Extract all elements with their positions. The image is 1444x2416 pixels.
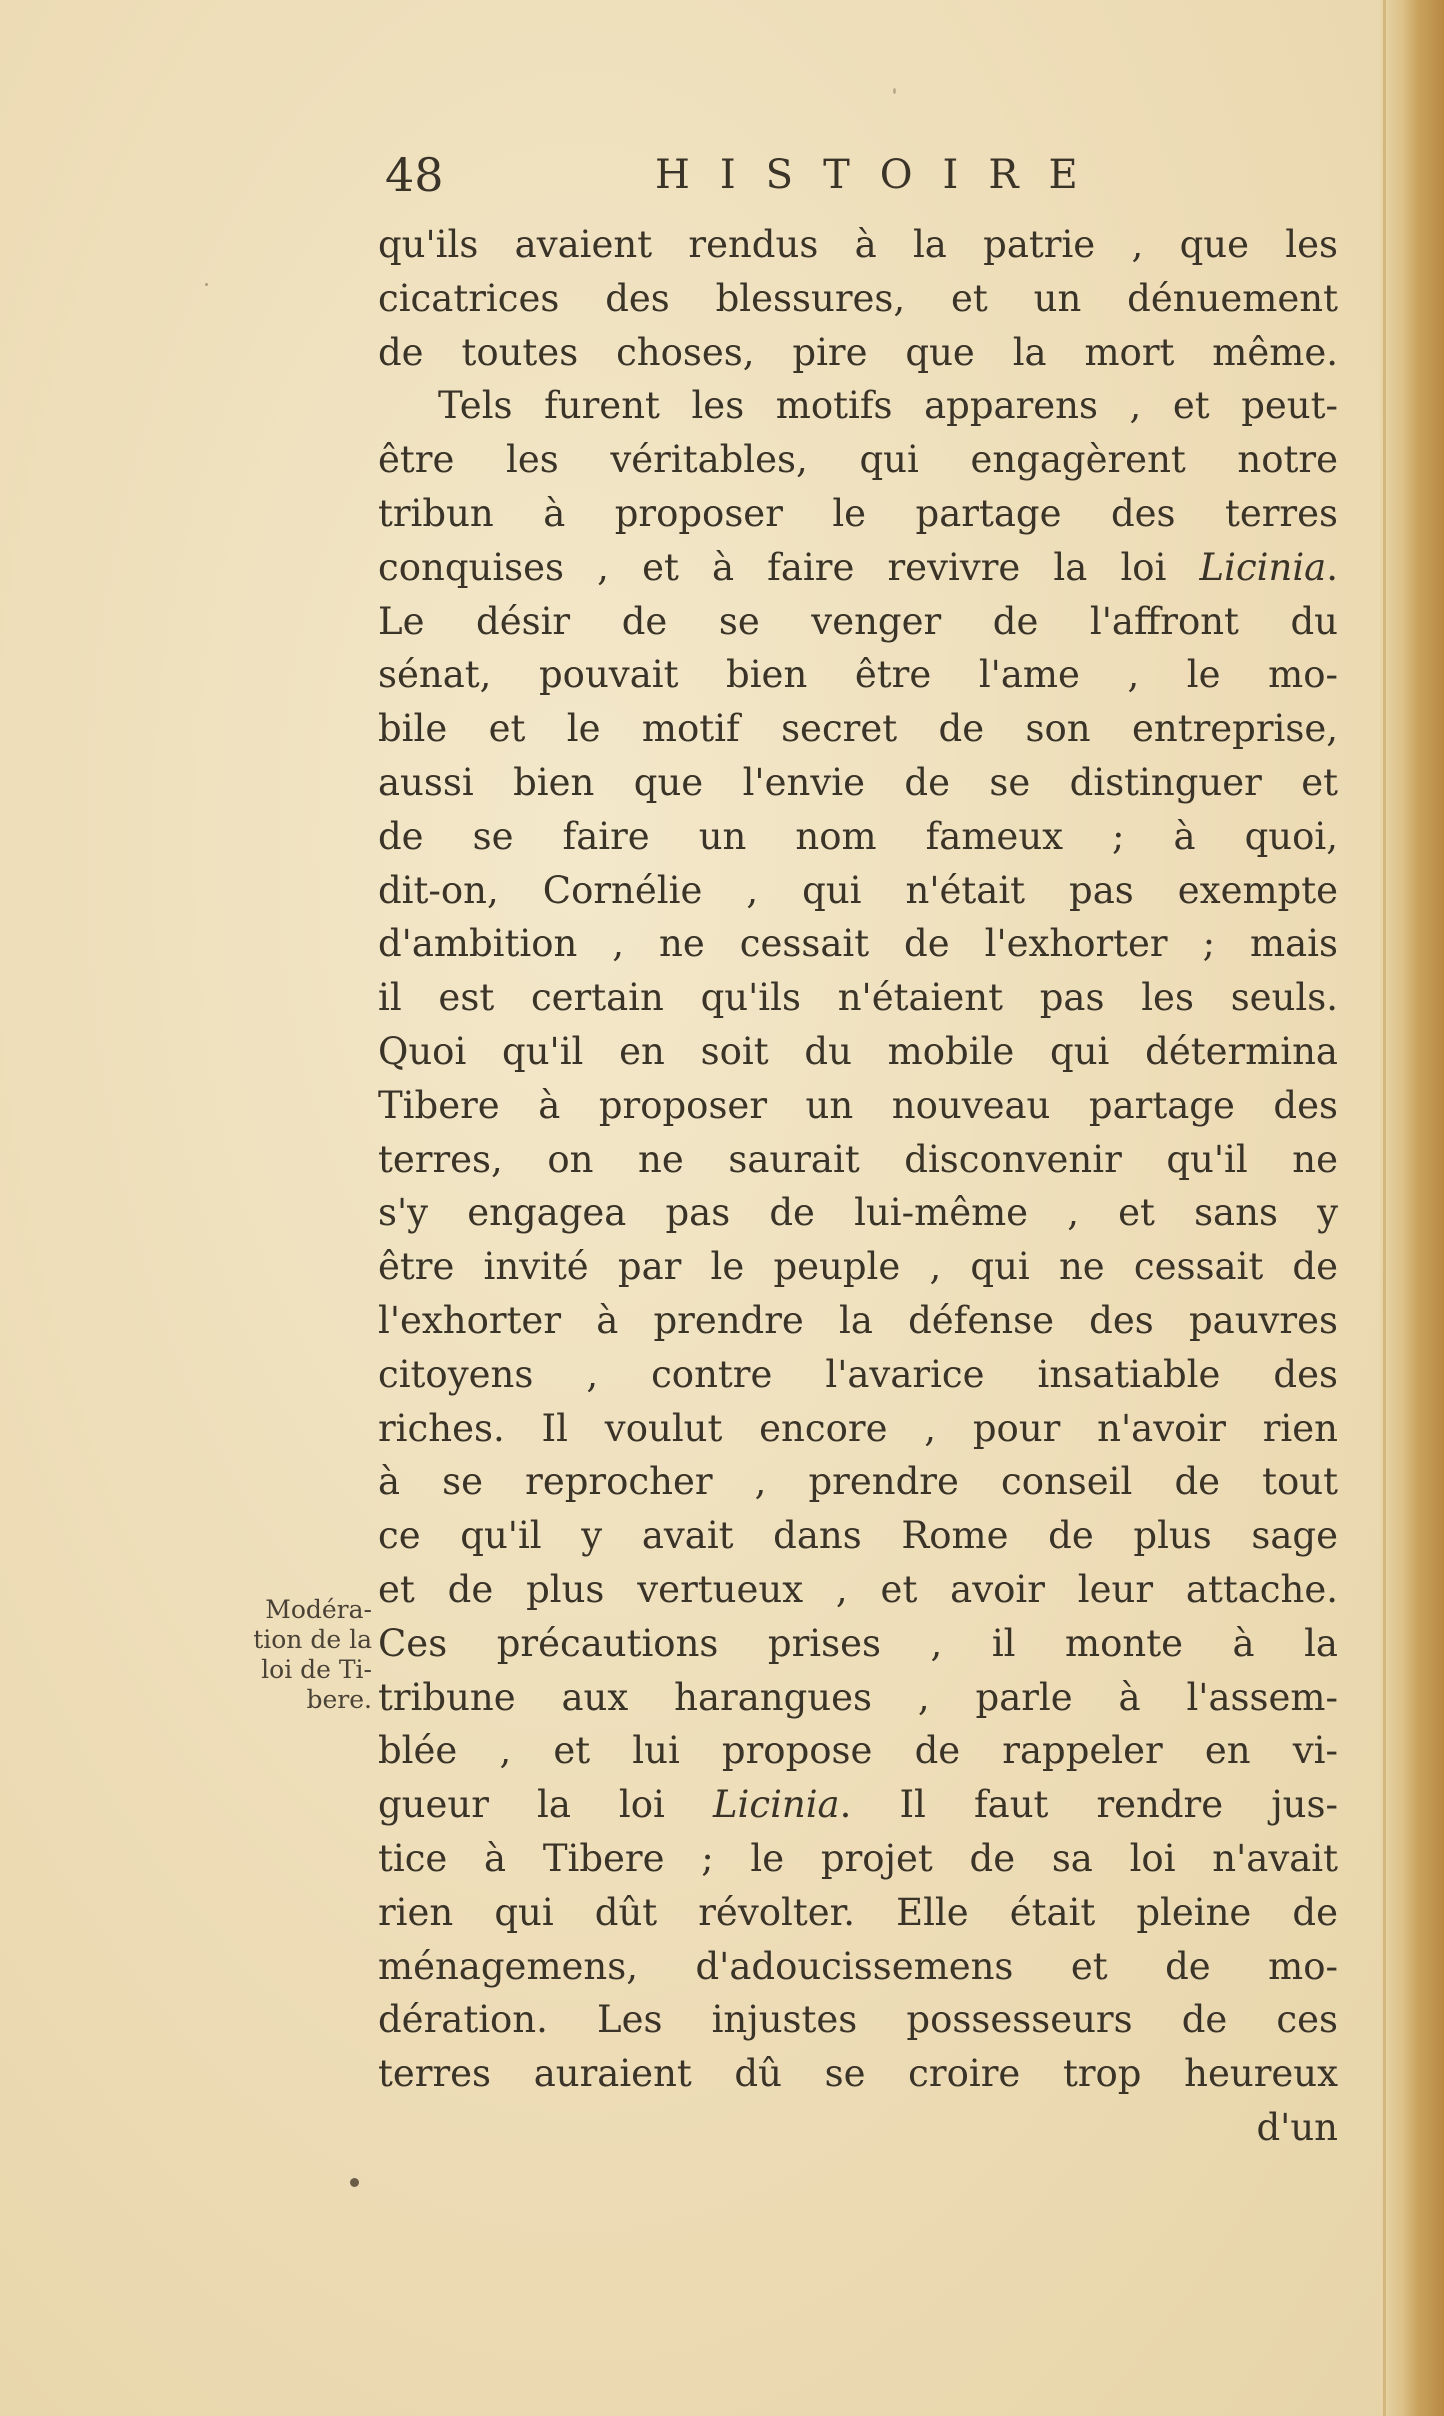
text-line: de toutes choses, pire que la mort même. bbox=[378, 330, 1338, 374]
text-line: tribun à proposer le partage des terres bbox=[378, 491, 1338, 535]
text-line: gueur la loi Licinia. Il faut rendre jus- bbox=[378, 1783, 1338, 1827]
page-number: 48 bbox=[385, 148, 444, 202]
text-line: de se faire un nom fameux ; à quoi, bbox=[378, 814, 1338, 858]
page-header bbox=[385, 148, 1108, 202]
text-line: sénat, pouvait bien être l'ame , le mo- bbox=[378, 653, 1338, 697]
text-line: Ces précautions prises , il monte à la bbox=[378, 1621, 1338, 1665]
text-line: être les véritables, qui engagèrent notre bbox=[378, 438, 1338, 482]
law-name: Licinia bbox=[712, 1783, 840, 1827]
margin-note-line: Modéra- bbox=[265, 1595, 372, 1624]
margin-note-line: bere. bbox=[306, 1685, 372, 1714]
text-line: terres, on ne saurait disconvenir qu'il ne bbox=[378, 1137, 1338, 1181]
paper-speck bbox=[893, 88, 896, 94]
text-line: l'exhorter à prendre la défense des pauvres bbox=[378, 1298, 1338, 1342]
text-line: il est certain qu'ils n'étaient pas les seuls. bbox=[378, 976, 1338, 1020]
margin-note bbox=[172, 1595, 372, 1715]
text-line: tice à Tibere ; le projet de sa loi n'avait bbox=[378, 1836, 1338, 1880]
text-line: Tibere à proposer un nouveau partage des bbox=[378, 1083, 1338, 1127]
text-line: ce qu'il y avait dans Rome de plus sage bbox=[378, 1514, 1338, 1558]
page-edge bbox=[1380, 0, 1444, 2416]
text-line: riches. Il voulut encore , pour n'avoir rien bbox=[378, 1406, 1338, 1450]
text-line: qu'ils avaient rendus à la patrie , que les bbox=[378, 223, 1338, 266]
paper-speck bbox=[350, 2178, 359, 2187]
text-line: conquises , et à faire revivre la loi Licinia. bbox=[378, 545, 1338, 589]
text-line: tribune aux harangues , parle à l'assem- bbox=[378, 1675, 1338, 1719]
text-line: terres auraient dû se croire trop heureux bbox=[378, 2052, 1338, 2096]
law-name: Licinia bbox=[1199, 545, 1327, 589]
text-line: s'y engagea pas de lui-même , et sans y bbox=[378, 1191, 1338, 1235]
body-text bbox=[378, 218, 1338, 2155]
catchword: d'un bbox=[1256, 2105, 1338, 2149]
paper-speck bbox=[205, 283, 208, 286]
text-line: d'ambition , ne cessait de l'exhorter ; mais bbox=[378, 922, 1338, 966]
text-line: et de plus vertueux , et avoir leur attache. bbox=[378, 1567, 1338, 1611]
margin-note-line: loi de Ti- bbox=[261, 1655, 372, 1684]
text-line: dit-on, Cornélie , qui n'était pas exempte bbox=[378, 868, 1338, 912]
text-line: Tels furent les motifs apparens , et peut- bbox=[438, 384, 1338, 428]
text-line: être invité par le peuple , qui ne cessait de bbox=[378, 1245, 1338, 1289]
text-line: bile et le motif secret de son entreprise, bbox=[378, 707, 1338, 751]
text-line: Le désir de se venger de l'affront du bbox=[378, 599, 1338, 643]
text-line: blée , et lui propose de rappeler en vi- bbox=[378, 1729, 1338, 1773]
margin-note-line: tion de la bbox=[253, 1625, 372, 1654]
text-line: cicatrices des blessures, et un dénuement bbox=[378, 276, 1338, 320]
text-line: dération. Les injustes possesseurs de ces bbox=[378, 1998, 1338, 2042]
text-line: rien qui dût révolter. Elle était pleine de bbox=[378, 1890, 1338, 1934]
text-line: ménagemens, d'adoucissemens et de mo- bbox=[378, 1944, 1338, 1988]
text-line: citoyens , contre l'avarice insatiable des bbox=[378, 1352, 1338, 1396]
text-line: Quoi qu'il en soit du mobile qui détermina bbox=[378, 1029, 1338, 1073]
text-line: aussi bien que l'envie de se distinguer et bbox=[378, 760, 1338, 804]
page-edge-line bbox=[1383, 0, 1386, 2416]
running-title: HISTOIRE bbox=[655, 152, 1108, 198]
text-line: à se reprocher , prendre conseil de tout bbox=[378, 1460, 1338, 1504]
